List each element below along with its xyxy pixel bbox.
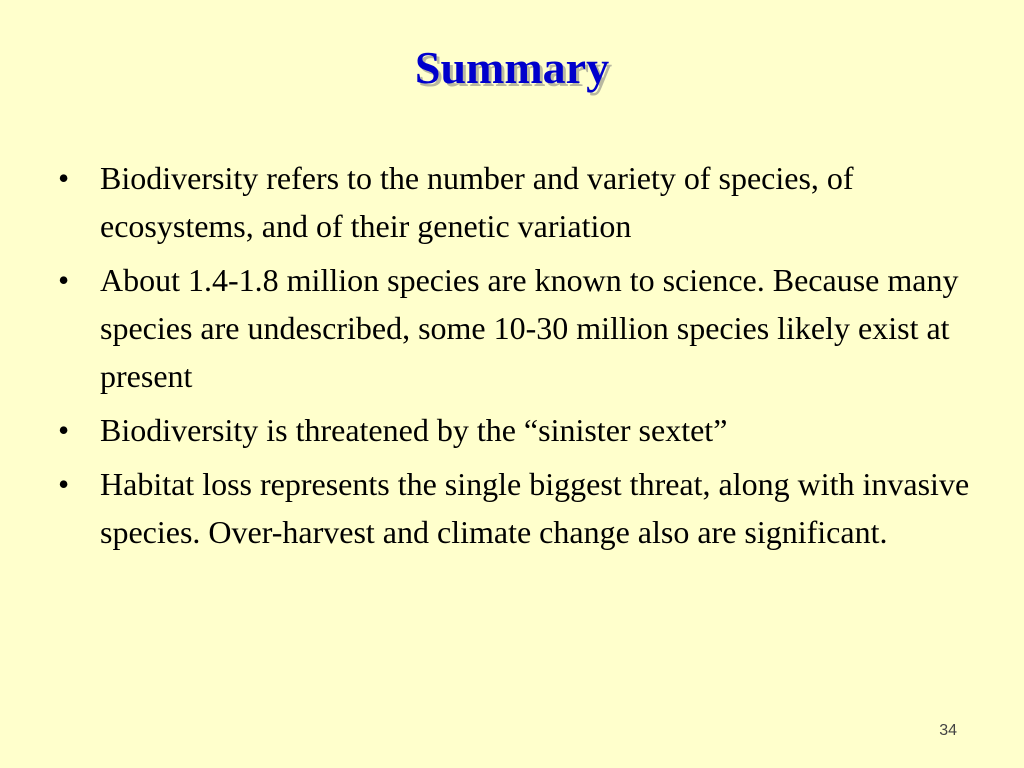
bullet-text: About 1.4-1.8 million species are known to science. Because many species are undescribed, some 10-30 million species likely exist at present <box>100 262 959 394</box>
slide-title: Summary <box>414 42 610 93</box>
list-item <box>58 406 978 454</box>
slide-number: 34 <box>939 722 957 739</box>
bullet-icon: • <box>58 262 70 298</box>
bullet-text: Biodiversity refers to the number and variety of species, of ecosystems, and of their genetic variation <box>100 160 854 244</box>
bullet-text: Biodiversity is threatened by the “sinister sextet” <box>100 412 728 448</box>
bullet-icon: • <box>58 160 70 196</box>
bullet-text: Habitat loss represents the single biggest threat, along with invasive species. Over-harvest and climate change also are significant. <box>100 466 970 550</box>
bullet-icon: • <box>58 466 70 502</box>
list-item <box>58 154 978 250</box>
bullet-icon: • <box>58 412 70 448</box>
bullet-list <box>58 154 978 562</box>
list-item <box>58 460 978 556</box>
list-item <box>58 256 978 400</box>
